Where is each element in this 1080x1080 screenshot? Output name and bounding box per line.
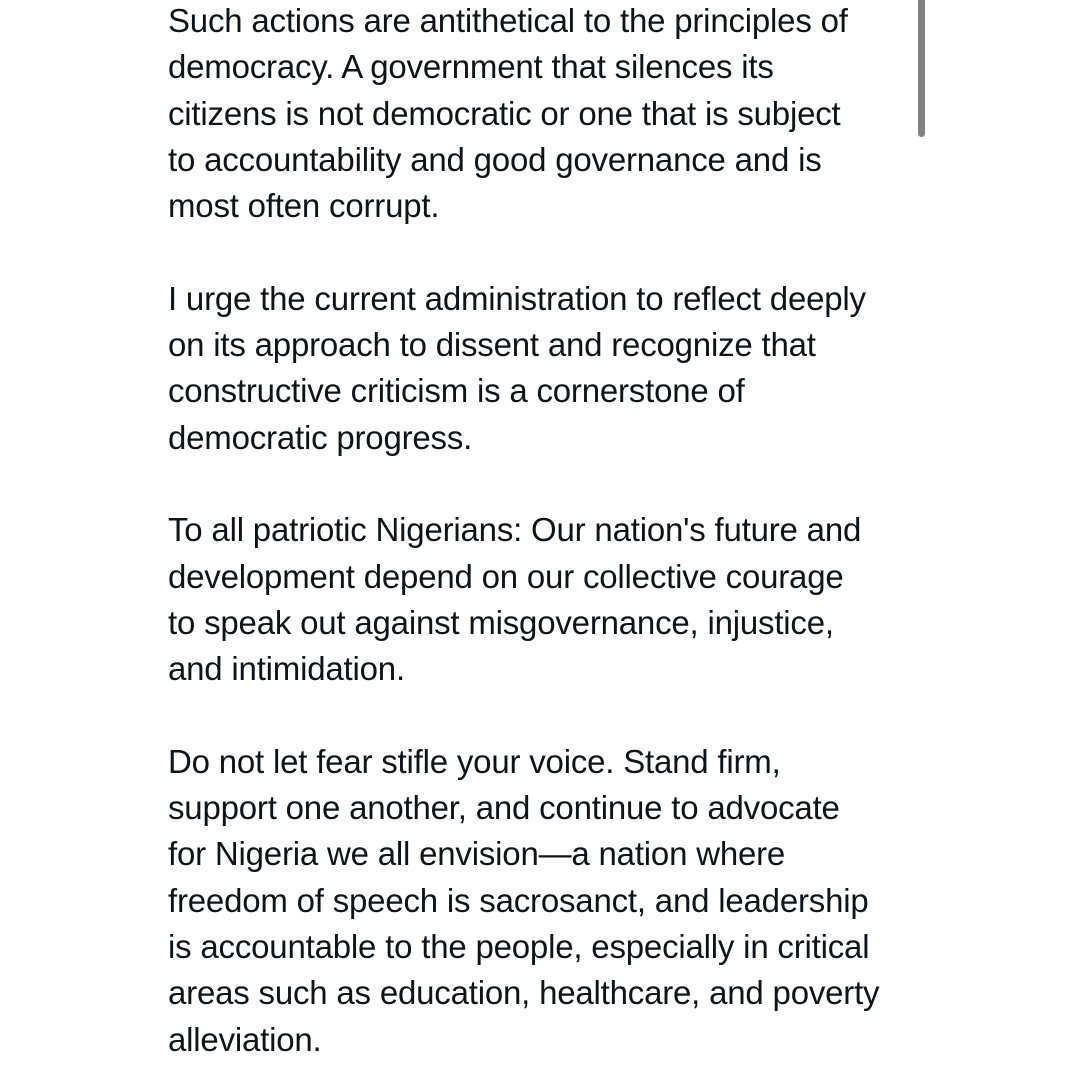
paragraph-4: [168, 739, 928, 1063]
text-line: freedom of speech is sacrosanct, and leadership: [168, 881, 869, 919]
text-line: citizens is not democratic or one that is subject: [168, 94, 841, 132]
text-line: Do not let fear stifle your voice. Stand firm,: [168, 742, 781, 780]
text-line: support one another, and continue to advocate: [168, 789, 840, 827]
post-text: [168, 0, 928, 1063]
paragraph-3: [168, 507, 928, 692]
text-line: to accountability and good governance and is: [168, 140, 822, 178]
scrollbar-thumb[interactable]: [918, 0, 925, 137]
text-line: most often corrupt.: [168, 187, 440, 225]
text-line: is accountable to the people, especially in critical: [168, 927, 870, 965]
text-line: To all patriotic Nigerians: Our nation's future and: [168, 511, 862, 549]
text-line: Such actions are antithetical to the principles of: [168, 2, 848, 39]
text-line: I urge the current administration to reflect deeply: [168, 279, 866, 317]
text-line: to speak out against misgovernance, injustice,: [168, 603, 834, 641]
text-line: on its approach to dissent and recognize that: [168, 326, 816, 364]
paragraph-2: [168, 276, 928, 461]
text-line: for Nigeria we all envision—a nation where: [168, 835, 786, 873]
text-line: democracy. A government that silences its: [168, 48, 774, 86]
text-line: areas such as education, healthcare, and poverty: [168, 974, 880, 1012]
text-line: development depend on our collective courage: [168, 557, 844, 595]
text-line: and intimidation.: [168, 650, 405, 688]
text-line: alleviation.: [168, 1020, 322, 1058]
text-line: constructive criticism is a cornerstone of: [168, 372, 745, 410]
paragraph-1: [168, 0, 928, 229]
text-line: democratic progress.: [168, 418, 473, 456]
